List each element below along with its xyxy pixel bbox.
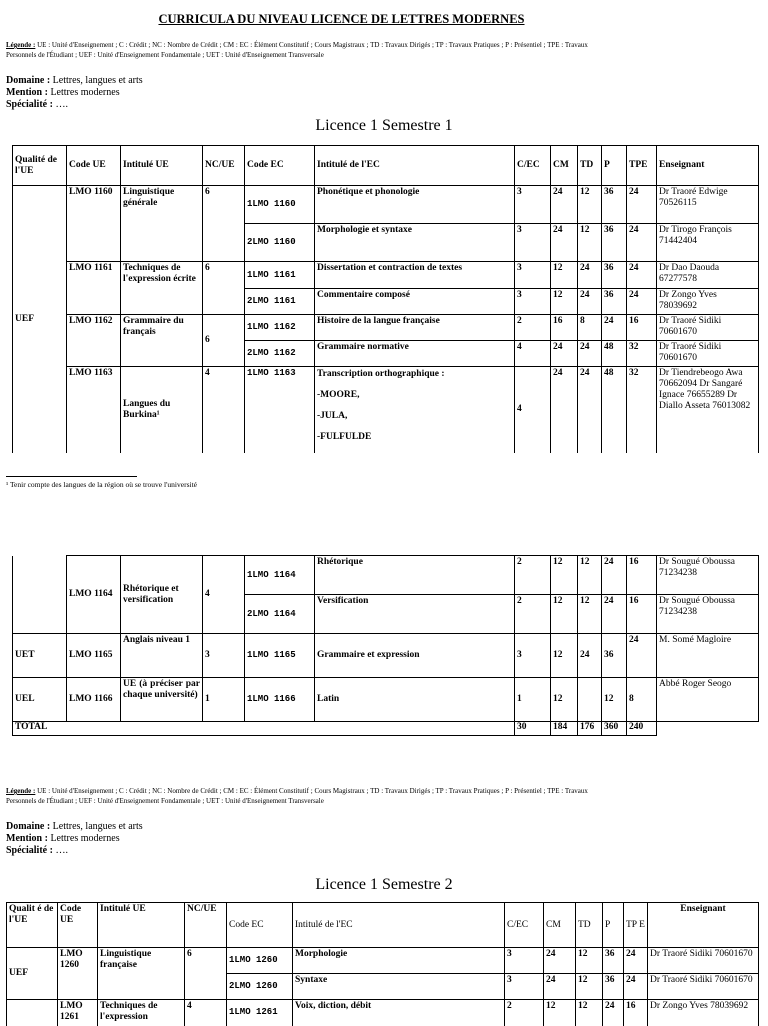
ec-cm: 12 xyxy=(551,595,578,634)
ec-enseignant: Dr Zongo Yves 78039692 xyxy=(657,289,759,315)
ec-p: 12 xyxy=(602,678,627,722)
ec-c: 3 xyxy=(515,224,551,262)
ec-intitule: Syntaxe xyxy=(293,974,505,1000)
ec-c: 1 xyxy=(515,678,551,722)
footnote-separator xyxy=(6,476,137,477)
ec-c: 3 xyxy=(515,634,551,678)
ec-td: 12 xyxy=(578,186,602,224)
mention-label: Mention : xyxy=(6,833,48,844)
footnote: ¹ Tenir compte des langues de la région où se trouve l'université xyxy=(6,480,198,489)
ue-intitule: Linguistique générale xyxy=(121,186,203,262)
lang-item: -JULA, xyxy=(317,411,348,421)
ec-enseignant: Dr Tirogo François 71442404 xyxy=(657,224,759,262)
domaine-value: Lettres, langues et arts xyxy=(50,821,143,832)
ec-p: 36 xyxy=(602,224,627,262)
ec-enseignant: Dr Tiendrebeogo Awa 70662094 Dr Sangaré Ignace 76655289 Dr Diallo Asseta 76013082 xyxy=(657,367,759,453)
domaine-value: Lettres, langues et arts xyxy=(50,75,143,86)
ec-tpe: 8 xyxy=(627,678,657,722)
ue-code: LMO 1161 xyxy=(67,262,121,315)
total-cm: 184 xyxy=(551,722,578,736)
ue-qualite: UEF xyxy=(7,948,58,1000)
ue-intitule: Grammaire du français xyxy=(121,315,203,367)
ec-cm: 24 xyxy=(544,974,576,1000)
ec-enseignant: Dr Traoré Sidiki 70601670 xyxy=(657,341,759,367)
ec-td: 12 xyxy=(576,1000,603,1026)
ec-enseignant: Dr Sougué Oboussa 71234238 xyxy=(657,595,759,634)
total-label: TOTAL xyxy=(13,722,515,736)
total-td: 176 xyxy=(578,722,602,736)
col-header: C/EC xyxy=(515,146,551,186)
ec-intitule xyxy=(315,367,515,453)
legend-2 xyxy=(6,786,726,806)
ec-code: 1LMO 1164 xyxy=(245,556,315,595)
ec-cm: 12 xyxy=(544,1000,576,1026)
ec-p: 36 xyxy=(602,186,627,224)
ec-cm: 12 xyxy=(551,556,578,595)
ec-code: 1LMO 1166 xyxy=(245,678,315,722)
ec-c: 4 xyxy=(515,367,551,453)
col-header: CM xyxy=(551,146,578,186)
specialite-label: Spécialité : xyxy=(6,845,53,856)
ec-tpe: 24 xyxy=(624,974,648,1000)
col-header: Enseignant xyxy=(648,903,759,948)
ec-enseignant: Abbé Roger Seogo xyxy=(657,678,759,722)
col-header: P xyxy=(602,146,627,186)
ec-p: 48 xyxy=(602,367,627,453)
ec-c: 3 xyxy=(505,974,544,1000)
ec-p: 36 xyxy=(602,262,627,289)
table-row xyxy=(7,948,759,974)
ec-intitule: Morphologie et syntaxe xyxy=(315,224,515,262)
semester-1-table xyxy=(12,145,759,453)
table-header-row xyxy=(7,903,759,948)
col-header: Code UE xyxy=(58,903,98,948)
ec-tpe: 24 xyxy=(627,634,657,678)
ue-nc: 6 xyxy=(203,315,245,367)
ue-code: LMO 1164 xyxy=(67,556,121,634)
total-tpe: 240 xyxy=(627,722,657,736)
total-row xyxy=(13,722,759,736)
ec-cm: 12 xyxy=(551,262,578,289)
col-header: TP E xyxy=(624,903,648,948)
ue-nc: 6 xyxy=(203,186,245,262)
ue-intitule: Linguistique française xyxy=(98,948,185,1000)
legend-label: Légende : xyxy=(6,41,36,49)
ec-p: 24 xyxy=(602,595,627,634)
col-header: Qualité de l'UE xyxy=(13,146,67,186)
lang-item: -MOORE, xyxy=(317,390,360,400)
ec-p: 24 xyxy=(603,1000,624,1026)
ec-p: 24 xyxy=(602,556,627,595)
semester-2-title: Licence 1 Semestre 2 xyxy=(315,876,453,893)
ec-code: 1LMO 1163 xyxy=(245,367,315,453)
document-title: CURRICULA DU NIVEAU LICENCE DE LETTRES MODERNES xyxy=(158,12,525,26)
ue-qualite: UEL xyxy=(13,678,67,722)
ec-code: 2LMO 1160 xyxy=(245,224,315,262)
ec-code: 2LMO 1162 xyxy=(245,341,315,367)
ec-p: 36 xyxy=(603,974,624,1000)
ec-enseignant: Dr Traoré Sidiki 70601670 xyxy=(648,948,759,974)
ec-tpe: 24 xyxy=(624,948,648,974)
ec-code: 1LMO 1260 xyxy=(227,948,293,974)
ec-cm: 24 xyxy=(551,341,578,367)
ec-intitule: Phonétique et phonologie xyxy=(315,186,515,224)
ec-cm: 12 xyxy=(551,634,578,678)
col-header: NC/UE xyxy=(203,146,245,186)
ec-enseignant: Dr Traoré Sidiki 70601670 xyxy=(657,315,759,341)
ec-c: 2 xyxy=(515,595,551,634)
ec-c: 2 xyxy=(515,315,551,341)
col-header: Code UE xyxy=(67,146,121,186)
total-c: 30 xyxy=(515,722,551,736)
ue-code: LMO 1166 xyxy=(67,678,121,722)
table-row xyxy=(7,1000,759,1026)
total-p: 360 xyxy=(602,722,627,736)
ec-intitule: Commentaire composé xyxy=(315,289,515,315)
ec-p: 24 xyxy=(602,315,627,341)
ec-td: 12 xyxy=(576,948,603,974)
ec-td: 24 xyxy=(578,341,602,367)
ec-tpe: 24 xyxy=(627,186,657,224)
ue-nc: 6 xyxy=(203,262,245,315)
ec-c: 3 xyxy=(515,289,551,315)
ue-intitule: Langues du Burkina¹ xyxy=(121,367,203,453)
ec-tpe: 16 xyxy=(627,595,657,634)
legend-text-line2: Personnels de l'Étudiant ; UEF : Unité d'Enseignement Fondamentale ; UET : Unité d'Enseignement Transversale xyxy=(6,51,324,59)
ec-code: 1LMO 1261 xyxy=(227,1000,293,1026)
ec-enseignant: Dr Traoré Sidiki 70601670 xyxy=(648,974,759,1000)
meta-block-2 xyxy=(6,821,143,857)
ec-cm: 16 xyxy=(551,315,578,341)
legend-text-line2: Personnels de l'Étudiant ; UEF : Unité d'Enseignement Fondamentale ; UET : Unité d'Enseignement Transversale xyxy=(6,797,324,805)
ec-td: 24 xyxy=(578,367,602,453)
ec-p: 36 xyxy=(602,634,627,678)
ue-nc: 4 xyxy=(203,367,245,453)
ec-code: 2LMO 1164 xyxy=(245,595,315,634)
ec-p: 36 xyxy=(602,289,627,315)
ec-code: 2LMO 1260 xyxy=(227,974,293,1000)
col-header: CM xyxy=(544,903,576,948)
ec-intitule: Versification xyxy=(315,595,515,634)
ec-intitule: Grammaire normative xyxy=(315,341,515,367)
ue-nc: 4 xyxy=(185,1000,227,1026)
col-header: Code EC xyxy=(227,903,293,948)
ue-intitule: Techniques de l'expression xyxy=(98,1000,185,1026)
ec-tpe: 16 xyxy=(627,315,657,341)
legend-label: Légende : xyxy=(6,787,36,795)
ue-nc: 4 xyxy=(203,556,245,634)
ec-td: 12 xyxy=(578,556,602,595)
table-row xyxy=(13,315,759,341)
lang-item: -FULFULDE xyxy=(317,432,372,442)
ec-enseignant: Dr Dao Daouda 67277578 xyxy=(657,262,759,289)
ec-intitule: Voix, diction, débit xyxy=(293,1000,505,1026)
table-row xyxy=(13,186,759,224)
semester-2-table xyxy=(6,902,759,1026)
ec-tpe: 24 xyxy=(627,224,657,262)
ec-cm: 24 xyxy=(551,367,578,453)
ec-code: 1LMO 1162 xyxy=(245,315,315,341)
col-header: Code EC xyxy=(245,146,315,186)
ue-code: LMO 1163 xyxy=(67,367,121,453)
ue-code: LMO 1261 xyxy=(58,1000,98,1026)
col-header: TD xyxy=(576,903,603,948)
col-header: Intitulé de l'EC xyxy=(293,903,505,948)
ec-c: 2 xyxy=(515,556,551,595)
ec-p: 48 xyxy=(602,341,627,367)
ec-tpe: 32 xyxy=(627,367,657,453)
specialite-label: Spécialité : xyxy=(6,99,53,110)
table-row xyxy=(13,367,759,453)
col-header: Intitulé de l'EC xyxy=(315,146,515,186)
ue-intitule: Rhétorique et versification xyxy=(121,556,203,634)
col-header: NC/UE xyxy=(185,903,227,948)
table-row xyxy=(13,556,759,595)
total-empty xyxy=(657,722,759,736)
ec-code: 2LMO 1161 xyxy=(245,289,315,315)
semester-1-table-continued xyxy=(12,555,759,736)
col-header: Enseignant xyxy=(657,146,759,186)
ec-intitule: Dissertation et contraction de textes xyxy=(315,262,515,289)
col-header: C/EC xyxy=(505,903,544,948)
ec-td: 12 xyxy=(578,224,602,262)
ue-nc: 1 xyxy=(203,678,245,722)
ec-c: 3 xyxy=(505,948,544,974)
ec-intitule-main: Transcription orthographique : xyxy=(317,369,445,379)
semester-1-title: Licence 1 Semestre 1 xyxy=(315,117,453,134)
ec-tpe: 16 xyxy=(627,556,657,595)
ec-intitule: Histoire de la langue française xyxy=(315,315,515,341)
ue-code: LMO 1160 xyxy=(67,186,121,262)
ec-intitule: Latin xyxy=(315,678,515,722)
ec-code: 1LMO 1165 xyxy=(245,634,315,678)
ue-intitule: UE (à préciser par chaque université) xyxy=(121,678,203,722)
ue-nc: 3 xyxy=(203,634,245,678)
ec-tpe: 24 xyxy=(627,262,657,289)
ec-td xyxy=(578,678,602,722)
ec-td: 24 xyxy=(578,634,602,678)
ec-intitule: Grammaire et expression xyxy=(315,634,515,678)
table-row xyxy=(13,262,759,289)
ec-intitule: Rhétorique xyxy=(315,556,515,595)
col-header: Qualit é de l'UE xyxy=(7,903,58,948)
ue-qualite xyxy=(13,556,67,634)
ec-tpe: 24 xyxy=(627,289,657,315)
ec-cm: 12 xyxy=(551,678,578,722)
table-row xyxy=(13,634,759,678)
ec-code: 1LMO 1160 xyxy=(245,186,315,224)
ec-tpe: 32 xyxy=(627,341,657,367)
ec-c: 3 xyxy=(515,262,551,289)
ec-td: 12 xyxy=(576,974,603,1000)
ue-intitule: Anglais niveau 1 xyxy=(121,634,203,678)
domaine-label: Domaine : xyxy=(6,75,51,86)
table-row xyxy=(13,678,759,722)
table-header-row xyxy=(13,146,759,186)
ec-intitule: Morphologie xyxy=(293,948,505,974)
ec-c: 3 xyxy=(515,186,551,224)
ue-qualite xyxy=(7,1000,58,1026)
ec-cm: 12 xyxy=(551,289,578,315)
ue-qualite: UET xyxy=(13,634,67,678)
legend-text: UE : Unité d'Enseignement ; C : Crédit ; NC : Nombre de Crédit ; CM : EC : Élément Constitutif ; Cours Magistraux ; TD : Travaux Dirigés ; TP : Travaux Pratiques ; P : Présentiel ; TPE : Travaux xyxy=(35,41,588,49)
ec-c: 2 xyxy=(505,1000,544,1026)
legend xyxy=(6,40,726,60)
ec-cm: 24 xyxy=(551,186,578,224)
col-header: TPE xyxy=(627,146,657,186)
ec-enseignant: Dr Zongo Yves 78039692 xyxy=(648,1000,759,1026)
mention-value: Lettres modernes xyxy=(47,833,120,844)
col-header: Intitulé UE xyxy=(121,146,203,186)
col-header: TD xyxy=(578,146,602,186)
domaine-label: Domaine : xyxy=(6,821,51,832)
ue-intitule: Techniques de l'expression écrite xyxy=(121,262,203,315)
meta-block-1 xyxy=(6,75,143,111)
ec-p: 36 xyxy=(603,948,624,974)
legend-text: UE : Unité d'Enseignement ; C : Crédit ; NC : Nombre de Crédit ; CM : EC : Élément Constitutif ; Cours Magistraux ; TD : Travaux Dirigés ; TP : Travaux Pratiques ; P : Présentiel ; TPE : Travaux xyxy=(35,787,588,795)
specialite-value: …. xyxy=(52,845,68,856)
ec-enseignant: Dr Traoré Edwige 70526115 xyxy=(657,186,759,224)
ec-tpe: 16 xyxy=(624,1000,648,1026)
ue-code: LMO 1162 xyxy=(67,315,121,367)
col-header: Intitulé UE xyxy=(98,903,185,948)
ec-td: 12 xyxy=(578,595,602,634)
ec-c: 4 xyxy=(515,341,551,367)
ec-td: 24 xyxy=(578,262,602,289)
ec-td: 8 xyxy=(578,315,602,341)
specialite-value: …. xyxy=(52,99,68,110)
ec-code: 1LMO 1161 xyxy=(245,262,315,289)
ue-code: LMO 1165 xyxy=(67,634,121,678)
ec-cm: 24 xyxy=(544,948,576,974)
mention-label: Mention : xyxy=(6,87,48,98)
ue-code: LMO 1260 xyxy=(58,948,98,1000)
ec-enseignant: Dr Sougué Oboussa 71234238 xyxy=(657,556,759,595)
ue-nc: 6 xyxy=(185,948,227,1000)
ue-qualite: UEF xyxy=(13,186,67,453)
mention-value: Lettres modernes xyxy=(47,87,120,98)
ec-cm: 24 xyxy=(551,224,578,262)
ec-td: 24 xyxy=(578,289,602,315)
ec-enseignant: M. Somé Magloire xyxy=(657,634,759,678)
col-header: P xyxy=(603,903,624,948)
